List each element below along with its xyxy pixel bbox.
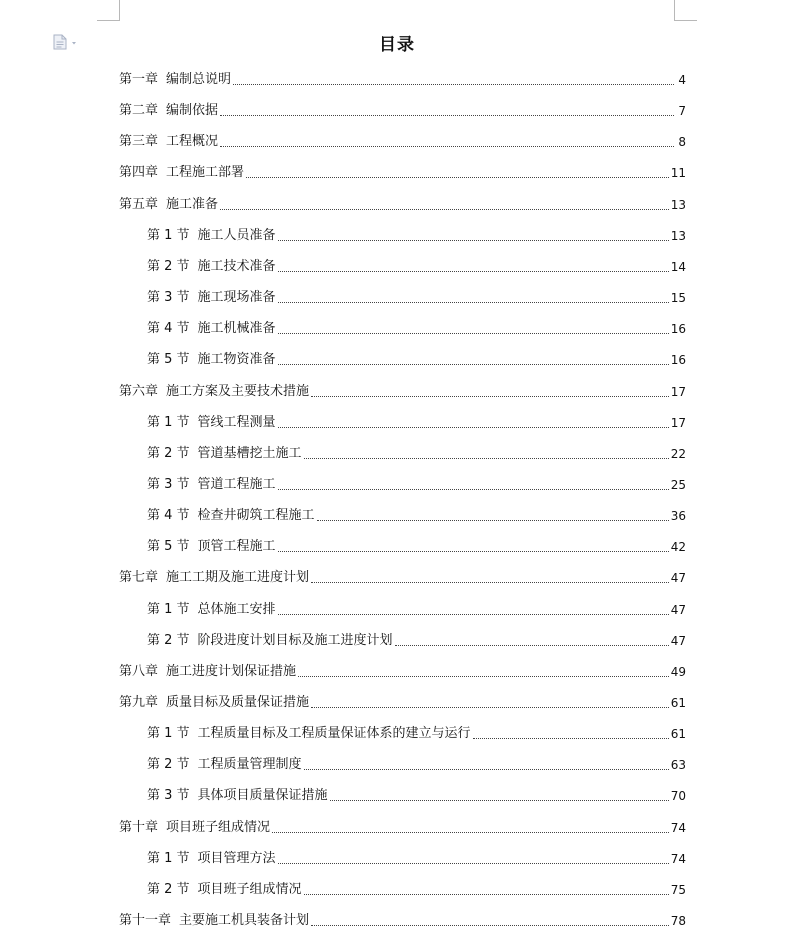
toc-page-number: 17 — [670, 415, 686, 430]
toc-section-entry[interactable] — [147, 224, 686, 244]
toc-entry-label — [119, 664, 296, 680]
toc-entry-label — [119, 72, 231, 88]
toc-entry-title: 施工工期及施工进度计划 — [166, 570, 310, 586]
toc-entry-label — [119, 570, 309, 586]
toc-entry-label — [147, 352, 276, 368]
toc-page-number: 47 — [670, 633, 686, 648]
dot-leader — [298, 675, 669, 677]
toc-entry-number: 第 1 节 — [147, 414, 190, 430]
toc-entry-label — [147, 321, 276, 337]
page-title: 目录 — [379, 35, 415, 55]
dot-leader — [278, 301, 669, 303]
toc-entry-label — [147, 290, 276, 306]
toc-entry-label — [147, 415, 276, 431]
toc-entry-label — [147, 851, 276, 867]
toc-entry-number: 第十一章 — [119, 913, 172, 929]
toc-entry-number: 第 3 节 — [147, 290, 190, 306]
dot-leader — [278, 363, 669, 365]
toc-page-number: 15 — [670, 291, 686, 306]
toc-entry-label — [119, 913, 309, 929]
toc-entry-number: 第 1 节 — [147, 227, 190, 243]
toc-chapter-entry[interactable] — [119, 660, 686, 680]
dot-leader — [317, 519, 669, 521]
toc-page-number: 75 — [670, 882, 686, 897]
toc-entry-label — [147, 477, 276, 493]
toc-chapter-entry[interactable] — [119, 566, 686, 586]
toc-chapter-entry[interactable] — [119, 130, 686, 150]
toc-entry-label — [147, 633, 393, 649]
toc-entry-title: 具体项目质量保证措施 — [197, 788, 328, 804]
toc-section-entry[interactable] — [147, 753, 686, 773]
toc-entry-title: 项目管理方法 — [197, 850, 276, 866]
toc-page-number: 70 — [670, 789, 686, 804]
dot-leader — [311, 395, 669, 397]
toc-section-entry[interactable] — [147, 535, 686, 555]
dot-leader — [278, 862, 669, 864]
toc-entry-label — [119, 103, 218, 119]
dot-leader — [220, 114, 674, 116]
toc-entry-number: 第八章 — [119, 663, 159, 679]
toc-entry-label — [119, 820, 270, 836]
toc-entry-number: 第一章 — [119, 72, 159, 87]
toc-entry-number: 第三章 — [119, 134, 159, 150]
toc-entry-number: 第 2 节 — [147, 445, 190, 461]
toc-entry-number: 第九章 — [119, 695, 159, 710]
toc-entry-number: 第 1 节 — [147, 850, 190, 866]
toc-entry-title: 施工技术准备 — [197, 258, 276, 274]
toc-page-number: 4 — [678, 73, 686, 87]
toc-entry-label — [147, 539, 276, 555]
toc-section-entry[interactable] — [147, 722, 686, 742]
toc-chapter-entry[interactable] — [119, 816, 686, 836]
dot-leader — [304, 457, 669, 459]
toc-page-number: 13 — [670, 228, 686, 243]
toc-entry-label — [119, 134, 218, 150]
toc-entry-title: 施工进度计划保证措施 — [166, 663, 297, 679]
toc-section-entry[interactable] — [147, 473, 686, 493]
toc-section-entry[interactable] — [147, 598, 686, 618]
toc-entry-number: 第 2 节 — [147, 632, 190, 648]
toc-chapter-entry[interactable] — [119, 193, 686, 213]
toc-page-number: 47 — [670, 571, 686, 586]
toc-entry-title: 编制总说明 — [166, 72, 232, 87]
toc-page-number: 16 — [670, 353, 686, 368]
dot-leader — [220, 145, 674, 147]
dot-leader — [304, 768, 669, 770]
toc-entry-number: 第 3 节 — [147, 476, 190, 492]
dot-leader — [278, 270, 669, 272]
toc-entry-number: 第 2 节 — [147, 258, 190, 274]
toc-chapter-entry[interactable] — [119, 161, 686, 181]
toc-entry-title: 施工现场准备 — [197, 290, 276, 306]
toc-entry-title: 工程概况 — [166, 134, 219, 150]
toc-entry-number: 第七章 — [119, 570, 159, 586]
toc-page-number: 17 — [670, 384, 686, 399]
toc-page-number: 7 — [678, 104, 686, 119]
toc-entry-number: 第 5 节 — [147, 539, 190, 555]
toc-entry-label — [147, 508, 315, 524]
dot-leader — [473, 737, 669, 739]
toc-page-number: 25 — [670, 477, 686, 492]
toc-page-number: 61 — [670, 696, 686, 710]
toc-page-number: 14 — [670, 259, 686, 274]
toc-entry-title: 管道基槽挖土施工 — [197, 445, 302, 461]
toc-entry-number: 第 5 节 — [147, 352, 190, 368]
toc-section-entry[interactable] — [147, 504, 686, 524]
toc-section-entry[interactable] — [147, 847, 686, 867]
dot-leader — [395, 644, 669, 646]
dot-leader — [220, 208, 669, 210]
dot-leader — [246, 176, 669, 178]
toc-page-number: 74 — [670, 851, 686, 866]
toc-entry-title: 工程施工部署 — [166, 165, 245, 181]
dot-leader — [311, 706, 669, 708]
toc-page-number: 11 — [670, 166, 686, 181]
dot-leader — [278, 332, 669, 334]
toc-entry-title: 施工方案及主要技术措施 — [166, 383, 310, 399]
toc-entry-label — [119, 384, 309, 400]
toc-chapter-entry[interactable] — [119, 68, 686, 88]
toc-entry-title: 项目班子组成情况 — [166, 819, 271, 835]
toc-entry-label — [147, 602, 276, 618]
toc-entry-title: 总体施工安排 — [197, 601, 276, 617]
toc-entry-number: 第 1 节 — [147, 601, 190, 617]
toc-entry-title: 检查井砌筑工程施工 — [197, 508, 315, 524]
toc-entry-label — [147, 788, 328, 804]
crop-mark-top-left-horizontal — [97, 20, 120, 21]
toc-entry-label — [147, 726, 471, 742]
toc-section-entry[interactable] — [147, 348, 686, 368]
toc-section-entry[interactable] — [147, 629, 686, 649]
dot-leader — [304, 893, 669, 895]
dot-leader — [278, 613, 669, 615]
toc-entry-title: 施工物资准备 — [197, 352, 276, 368]
crop-mark-top-right-vertical — [674, 0, 675, 20]
toc-entry-number: 第六章 — [119, 383, 159, 399]
toc-entry-label — [119, 695, 309, 711]
toc-page-number: 49 — [670, 664, 686, 679]
toc-page-number: 61 — [670, 727, 686, 742]
toc-entry-title: 管道工程施工 — [197, 476, 276, 492]
toc-entry-number: 第 1 节 — [147, 726, 190, 742]
crop-mark-top-left-vertical — [119, 0, 120, 20]
dot-leader — [311, 581, 669, 583]
toc-section-entry[interactable] — [147, 255, 686, 275]
toc-entry-title: 施工机械准备 — [197, 321, 276, 337]
toc-page-number: 13 — [670, 197, 686, 212]
toc-chapter-entry[interactable] — [119, 99, 686, 119]
toc-chapter-entry[interactable] — [119, 380, 686, 400]
toc-entry-label — [147, 446, 302, 462]
toc-entry-label — [147, 757, 302, 773]
toc-page-number: 74 — [670, 820, 686, 835]
toc-page-number: 78 — [670, 914, 686, 929]
toc-page-number: 36 — [670, 509, 686, 524]
toc-entry-title: 阶段进度计划目标及施工进度计划 — [197, 632, 393, 648]
toc-entry-label — [119, 197, 218, 213]
toc-section-entry[interactable] — [147, 411, 686, 431]
toc-entry-number: 第 4 节 — [147, 508, 190, 524]
toc-section-entry[interactable] — [147, 286, 686, 306]
toc-entry-label — [147, 228, 276, 244]
toc-entry-label — [119, 165, 244, 181]
dot-leader — [272, 831, 669, 833]
dot-leader — [330, 799, 669, 801]
toc-section-entry[interactable] — [147, 878, 686, 898]
toc-entry-title: 工程质量管理制度 — [197, 757, 302, 773]
toc-entry-number: 第 3 节 — [147, 788, 190, 804]
toc-entry-title: 工程质量目标及工程质量保证体系的建立与运行 — [197, 726, 471, 742]
toc-entry-title: 施工准备 — [166, 196, 219, 212]
toc-chapter-entry[interactable] — [119, 909, 686, 929]
toc-entry-number: 第四章 — [119, 165, 159, 181]
crop-mark-top-right-horizontal — [674, 20, 697, 21]
toc-entry-title: 施工人员准备 — [197, 227, 276, 243]
toc-section-entry[interactable] — [147, 784, 686, 804]
toc-entry-title: 主要施工机具装备计划 — [179, 913, 310, 929]
toc-page-number: 63 — [670, 758, 686, 773]
toc-entry-title: 编制依据 — [166, 103, 219, 119]
dot-leader — [278, 550, 669, 552]
toc-entry-number: 第 2 节 — [147, 881, 190, 897]
dot-leader — [278, 239, 669, 241]
toc-entry-number: 第五章 — [119, 196, 159, 212]
dot-leader — [278, 488, 669, 490]
toc-page-number: 22 — [670, 446, 686, 461]
toc-chapter-entry[interactable] — [119, 691, 686, 711]
toc-section-entry[interactable] — [147, 442, 686, 462]
toc-entry-number: 第 2 节 — [147, 757, 190, 773]
toc-entry-label — [147, 259, 276, 275]
toc-page-number: 47 — [670, 602, 686, 617]
toc-entry-title: 项目班子组成情况 — [197, 881, 302, 897]
dot-leader — [233, 83, 674, 85]
toc-page-number: 42 — [670, 540, 686, 555]
toc-entry-number: 第二章 — [119, 103, 159, 119]
toc-page-number: 8 — [678, 135, 686, 150]
toc-entry-label — [147, 882, 302, 898]
toc-page-number: 16 — [670, 322, 686, 337]
dot-leader — [278, 426, 669, 428]
toc-entry-number: 第 4 节 — [147, 321, 190, 337]
toc-entry-title: 质量目标及质量保证措施 — [166, 695, 310, 710]
dot-leader — [311, 924, 669, 926]
toc-entry-title: 顶管工程施工 — [197, 539, 276, 555]
toc-entry-title: 管线工程测量 — [197, 414, 276, 430]
toc-section-entry[interactable] — [147, 317, 686, 337]
toc-entry-number: 第十章 — [119, 819, 159, 835]
